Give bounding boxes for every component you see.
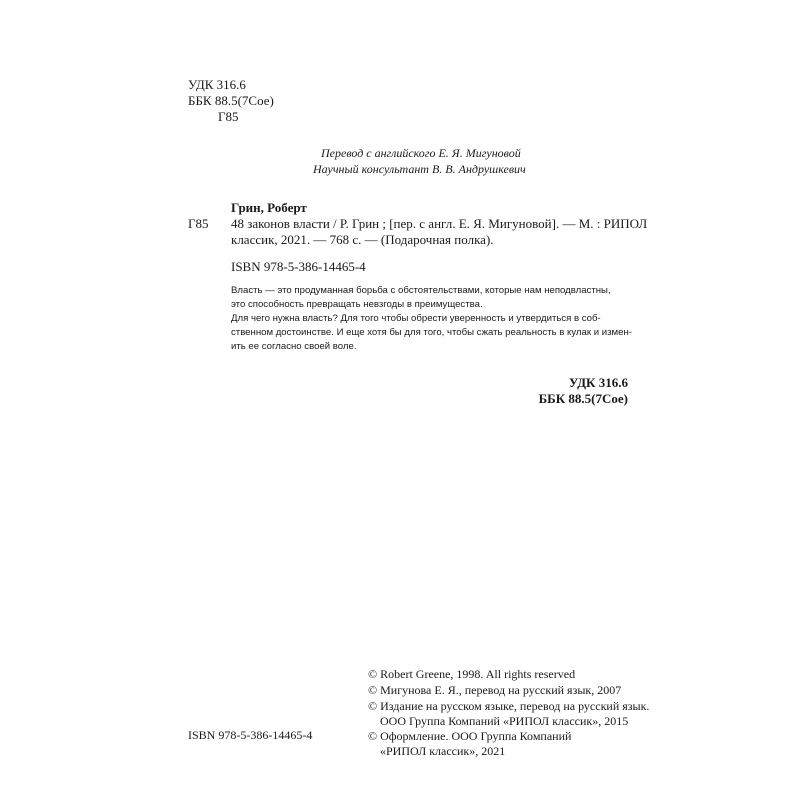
catalog-description-line-1: 48 законов власти / Р. Грин ; [пер. с англ. Е. Я. Мигуновой]. — М. : РИПОЛ xyxy=(231,216,648,231)
annotation-line: ить ее согласно своей воле. xyxy=(231,341,357,352)
translator-credit: Перевод с английского Е. Я. Мигуновой xyxy=(321,146,521,160)
bbk-code: ББК 88.5(7Сое) xyxy=(188,93,274,108)
catalog-isbn: ISBN 978-5-386-14465-4 xyxy=(231,259,366,274)
consultant-credit: Научный консультант В. В. Андрушкевич xyxy=(313,162,526,176)
copyright-line: © Оформление. ООО Группа Компаний xyxy=(368,729,572,743)
annotation-line: ственном достоинстве. И еще хотя бы для того, чтобы сжать реальность в кулак и измен- xyxy=(231,327,632,338)
udk-code-bold: УДК 316.6 xyxy=(568,375,628,390)
annotation-line: Власть — это продуманная борьба с обстоятельствами, которые нам неподвластны, xyxy=(231,285,611,296)
copyright-line: ООО Группа Компаний «РИПОЛ классик», 2015 xyxy=(380,714,629,728)
annotation-line: это способность превращать невзгоды в преимущества. xyxy=(231,299,483,310)
annotation-line: Для чего нужна власть? Для того чтобы обрести уверенность и утвердиться в соб- xyxy=(231,313,601,324)
catalog-author: Грин, Роберт xyxy=(231,200,307,215)
copyright-line: © Robert Greene, 1998. All rights reserved xyxy=(368,667,576,681)
copyright-line: © Мигунова Е. Я., перевод на русский язык, 2007 xyxy=(368,683,622,697)
udk-code: УДК 316.6 xyxy=(188,77,246,92)
footer-isbn: ISBN 978-5-386-14465-4 xyxy=(188,728,313,742)
bbk-code-bold: ББК 88.5(7Сое) xyxy=(538,391,628,406)
catalog-author-mark: Г85 xyxy=(188,216,209,231)
author-mark: Г85 xyxy=(218,109,239,124)
copyright-line: © Издание на русском языке, перевод на русский язык. xyxy=(368,699,650,713)
copyright-line: «РИПОЛ классик», 2021 xyxy=(380,744,506,758)
catalog-description-line-2: классик, 2021. — 768 с. — (Подарочная полка). xyxy=(231,232,494,247)
